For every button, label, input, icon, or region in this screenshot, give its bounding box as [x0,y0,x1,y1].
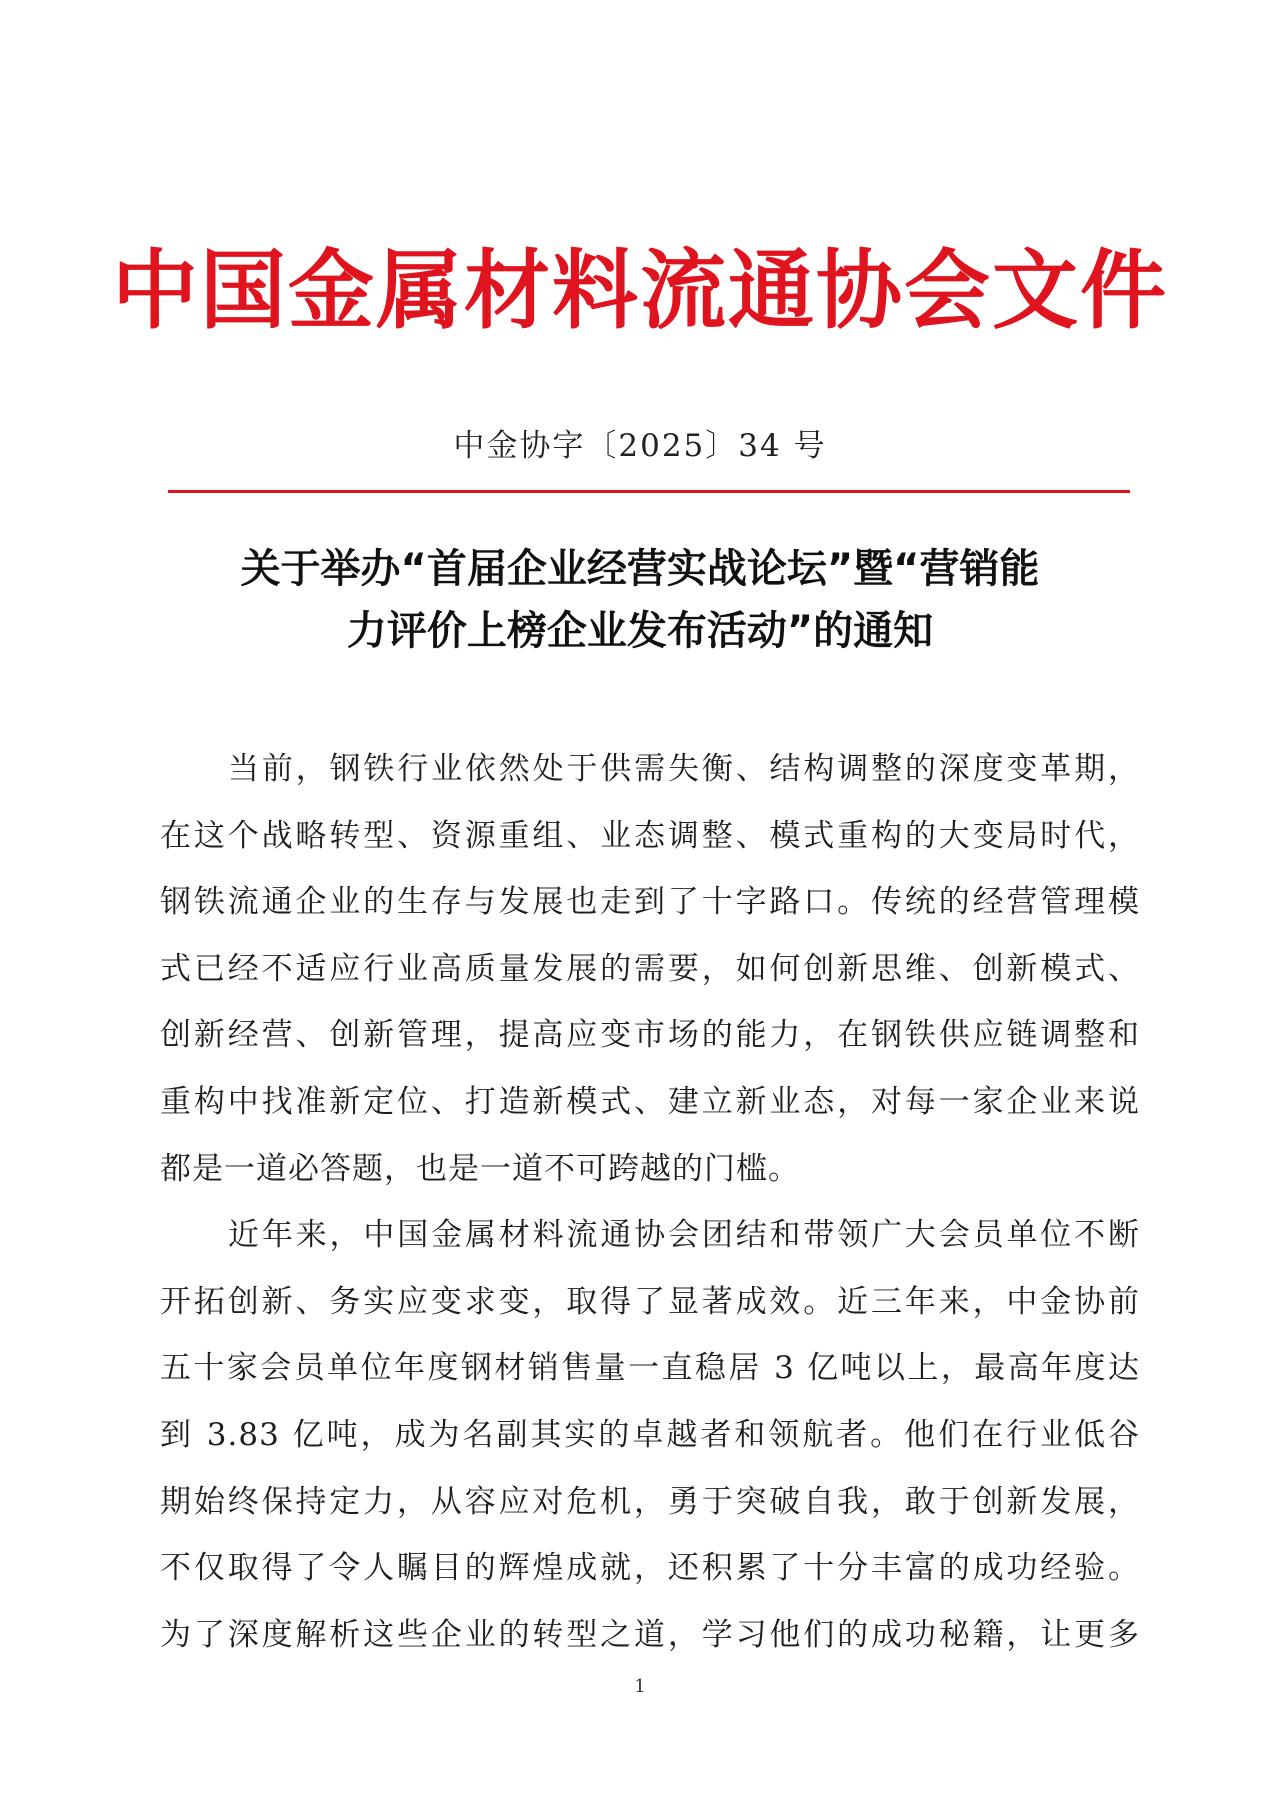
text-line: 钢铁流通企业的生存与发展也走到了十字路口。传统的经营管理模 [160,884,1140,921]
notice-body [160,736,1140,1668]
text-line: 创新经营、创新管理，提高应变市场的能力，在钢铁供应链调整和 [160,1017,1140,1054]
text-line: 为了深度解析这些企业的转型之道，学习他们的成功秘籍，让更多 [160,1616,1140,1653]
document-header-title: 中国金属材料流通协会文件 [112,241,1168,341]
text-line: 当前，钢铁行业依然处于供需失衡、结构调整的深度变革期， [228,751,1140,787]
paragraph-1 [160,736,1140,1202]
text-line: 式已经不适应行业高质量发展的需要，如何创新思维、创新模式、 [160,950,1140,987]
notice-title-line-1: 关于举办“首届企业经营实战论坛”暨“营销能 [240,546,1040,592]
text-line: 在这个战略转型、资源重组、业态调整、模式重构的大变局时代， [160,817,1140,854]
document-number: 中金协字〔2025〕34 号 [453,428,827,464]
text-line: 开拓创新、务实应变求变，取得了显著成效。近三年来，中金协前 [160,1283,1140,1320]
red-divider-line [168,490,1130,493]
notice-title [150,538,1130,662]
text-line: 近年来，中国金属材料流通协会团结和带领广大会员单位不断 [228,1217,1140,1254]
paragraph-2 [160,1202,1140,1668]
text-line: 期始终保持定力，从容应对危机，勇于突破自我，敢于创新发展， [160,1483,1140,1520]
notice-title-line-2: 力评价上榜企业发布活动”的通知 [346,608,934,654]
text-line: 到 3.83 亿吨，成为名副其实的卓越者和领航者。他们在行业低谷 [160,1416,1140,1453]
text-line: 五十家会员单位年度钢材销售量一直稳居 3 亿吨以上，最高年度达 [160,1350,1140,1387]
text-line: 重构中找准新定位、打造新模式、建立新业态，对每一家企业来说 [160,1083,1140,1120]
page-number: 1 [634,1676,646,1697]
text-line: 不仅取得了令人瞩目的辉煌成就，还积累了十分丰富的成功经验。 [160,1550,1140,1587]
text-line: 都是一道必答题，也是一道不可跨越的门槛。 [160,1150,800,1187]
